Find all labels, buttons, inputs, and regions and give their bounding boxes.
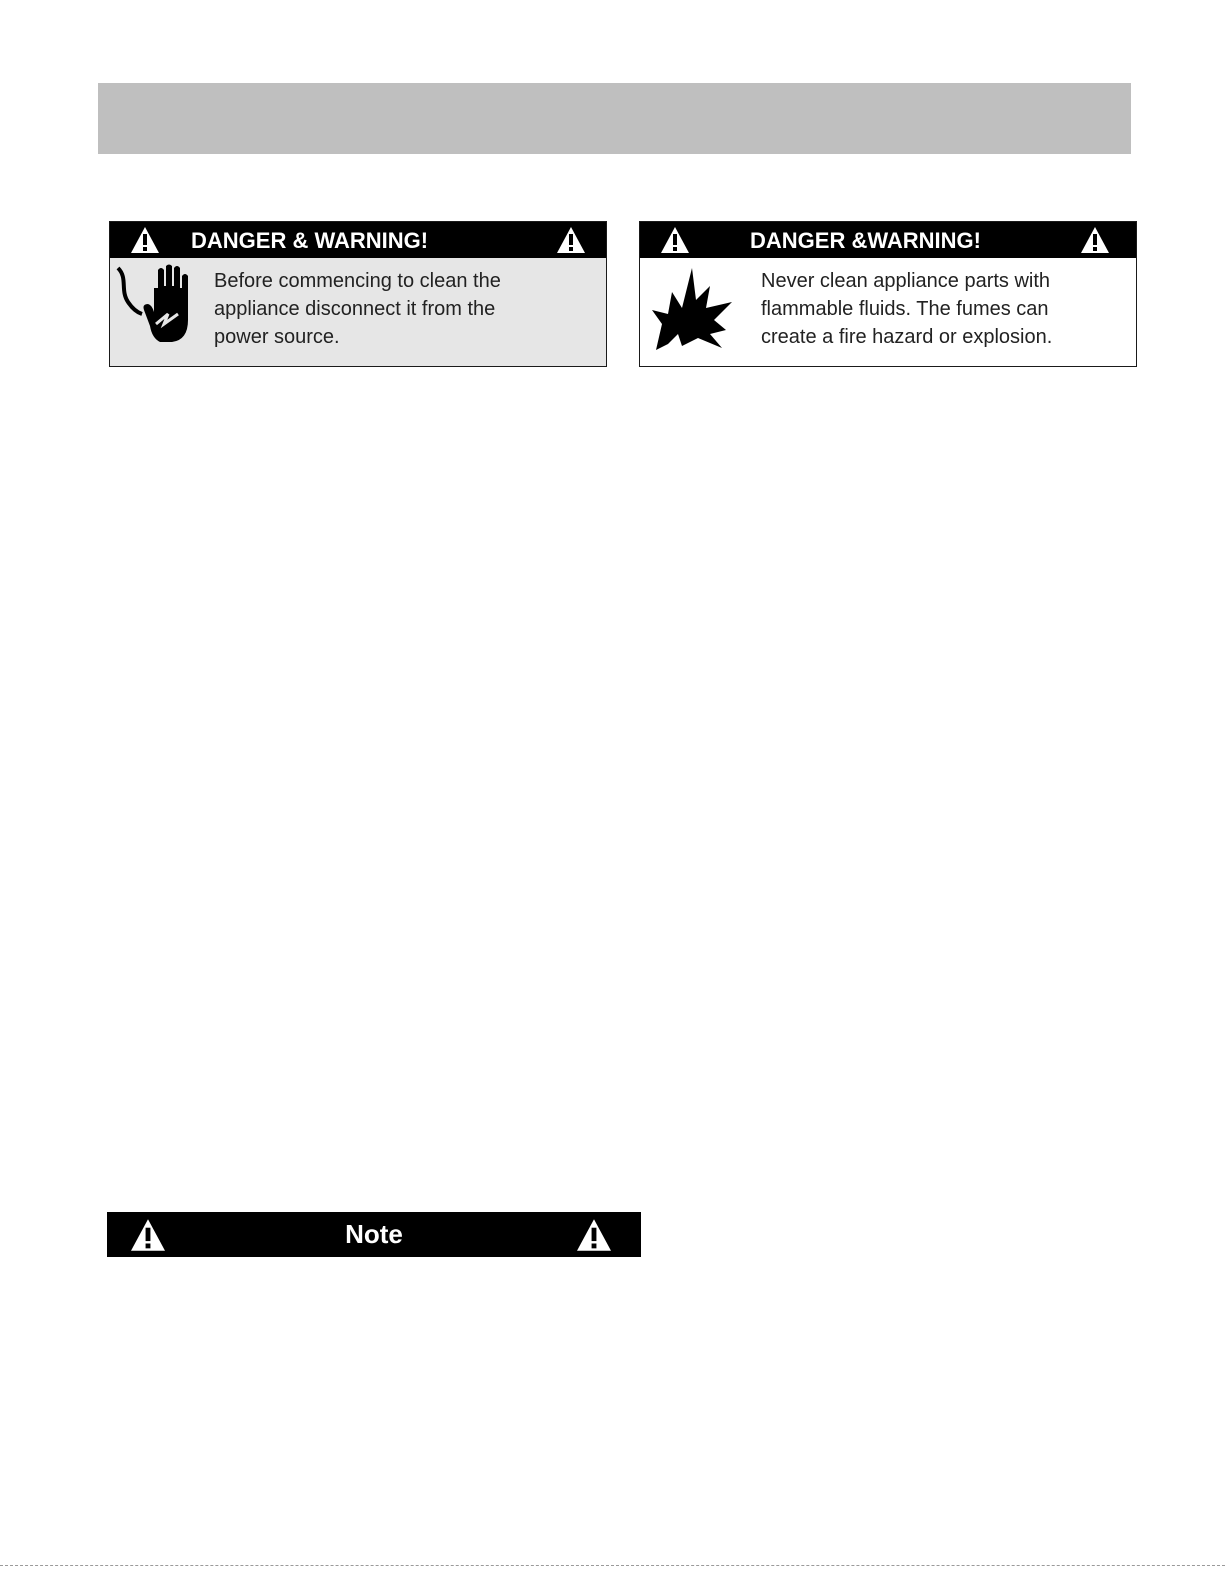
warning-triangle-icon (575, 1218, 613, 1252)
warning-message (214, 267, 501, 351)
warning-title: DANGER &WARNING! (750, 228, 981, 253)
section-header-banner (98, 83, 1131, 154)
warning-box-power (109, 221, 607, 367)
warning-line: Before commencing to clean the (214, 270, 501, 292)
warning-box-flammable (639, 221, 1137, 367)
page-footer-divider (0, 1565, 1225, 1566)
warning-title: DANGER & WARNING! (191, 228, 429, 253)
warning-header (640, 222, 1136, 258)
warning-triangle-icon (556, 226, 586, 254)
note-title: Note (345, 1219, 403, 1249)
explosion-icon (648, 264, 736, 352)
warning-header (110, 222, 606, 258)
warning-message (761, 267, 1052, 351)
warning-line: Never clean appliance parts with (761, 270, 1051, 292)
warning-line: appliance disconnect it from the (214, 298, 496, 320)
warning-line: power source. (214, 326, 340, 348)
warning-line: flammable fluids. The fumes can (761, 298, 1049, 320)
warning-line: create a fire hazard or explosion. (761, 326, 1053, 348)
warning-triangle-icon (130, 226, 160, 254)
warning-triangle-icon (1080, 226, 1110, 254)
warning-triangle-icon (660, 226, 690, 254)
electric-shock-hand-icon (114, 264, 194, 346)
note-header (107, 1212, 641, 1257)
